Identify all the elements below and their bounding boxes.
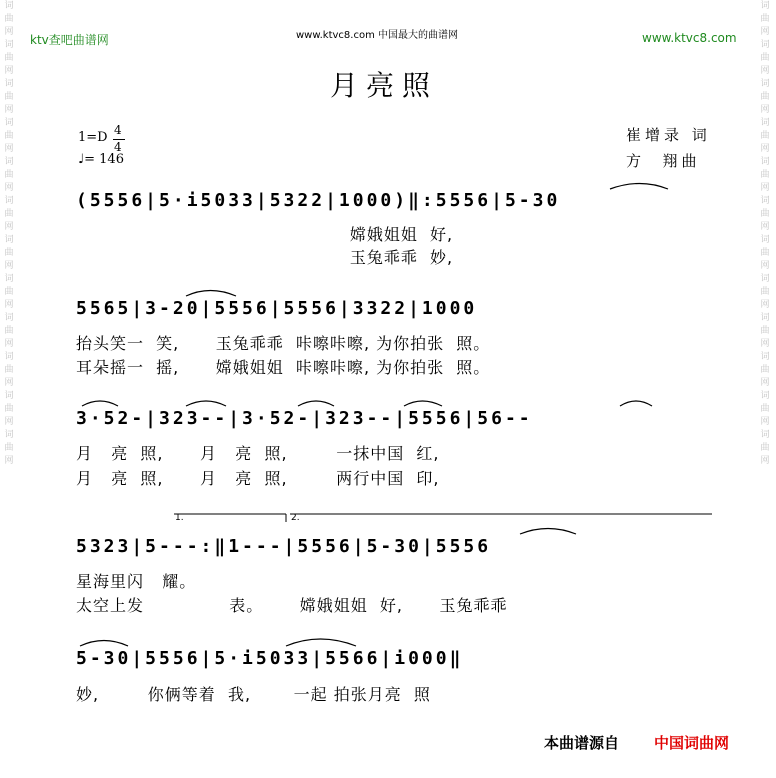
site-url-right[interactable]: www.ktvc8.com <box>642 31 737 45</box>
lyric-row-1-verse-1: 嫦娥姐姐 好, <box>76 225 454 244</box>
slur-row5-b <box>286 639 356 646</box>
site-banner-center: www.ktvc8.com 中国最大的曲谱网 <box>296 30 459 41</box>
time-signature-bottom: 4 <box>114 140 122 154</box>
lyric-row-3-verse-1: 月 亮 照, 月 亮 照, 一抹中国 红, <box>76 444 440 463</box>
composer-credit: 方 翔曲 <box>626 152 701 170</box>
song-title: 月亮照 <box>330 69 439 102</box>
key-signature: 1=D <box>78 130 108 145</box>
lyric-row-2-verse-2: 耳朵摇一 摇, 嫦娥姐姐 咔嚓咔嚓, 为你拍张 照。 <box>76 358 491 377</box>
slur-row4-a <box>520 529 576 535</box>
notation-row-3: 3·52-|323--|3·52-|323--|5556|56-- <box>76 408 533 429</box>
volta-second-ending-label: 2. <box>291 513 300 523</box>
lyric-row-2-verse-1: 抬头笑一 笑, 玉兔乖乖 咔嚓咔嚓, 为你拍张 照。 <box>76 334 491 353</box>
notation-row-1: (5556|5·i5033|5322|1000)‖:5556|5-30 <box>76 190 561 211</box>
slur-row3-b <box>186 401 226 406</box>
lyric-row-4-verse-2: 太空上发 表。 嫦娥姐姐 好, 玉兔乖乖 <box>76 596 508 615</box>
site-name-left[interactable]: ktv查吧曲谱网 <box>30 33 109 47</box>
time-signature-top: 4 <box>114 123 122 137</box>
slur-row3-c <box>298 401 334 406</box>
slur-row3-d <box>404 401 442 406</box>
lyric-row-1-verse-2: 玉兔乖乖 妙, <box>76 248 454 267</box>
slur-row5-a <box>80 641 128 647</box>
source-label: 本曲谱源自 <box>544 734 620 752</box>
slur-row3-a <box>82 401 118 406</box>
side-watermark-left: 词曲网词曲网词曲网词曲网词曲网词曲网词曲网词曲网词曲网词曲网词曲网词曲网 <box>4 1 14 466</box>
lyric-row-4-verse-1: 星海里闪 耀。 <box>76 572 197 591</box>
notation-row-2: 5565|3-20|5556|5556|3322|1000 <box>76 298 478 319</box>
slur-row2-a <box>186 291 236 297</box>
lyricist-credit: 崔增录 词 <box>626 126 711 144</box>
volta-first-ending-label: 1. <box>175 513 184 523</box>
source-brand-link[interactable]: 中国词曲网 <box>654 734 730 752</box>
notation-row-4: 5323|5---:‖1---|5556|5-30|5556 <box>76 536 492 557</box>
lyric-row-3-verse-2: 月 亮 照, 月 亮 照, 两行中国 印, <box>76 469 440 488</box>
slur-row1-a <box>610 184 668 190</box>
slur-row3-e <box>620 401 652 406</box>
notation-row-5: 5-30|5556|5·i5033|5566|i000‖ <box>76 648 464 669</box>
tempo-marking: ♩= 146 <box>78 152 124 167</box>
lyric-row-5-verse-1: 妙, 你俩等着 我, 一起 拍张月亮 照 <box>76 685 431 704</box>
side-watermark-right: 词曲网词曲网词曲网词曲网词曲网词曲网词曲网词曲网词曲网词曲网词曲网词曲网 <box>760 1 770 466</box>
